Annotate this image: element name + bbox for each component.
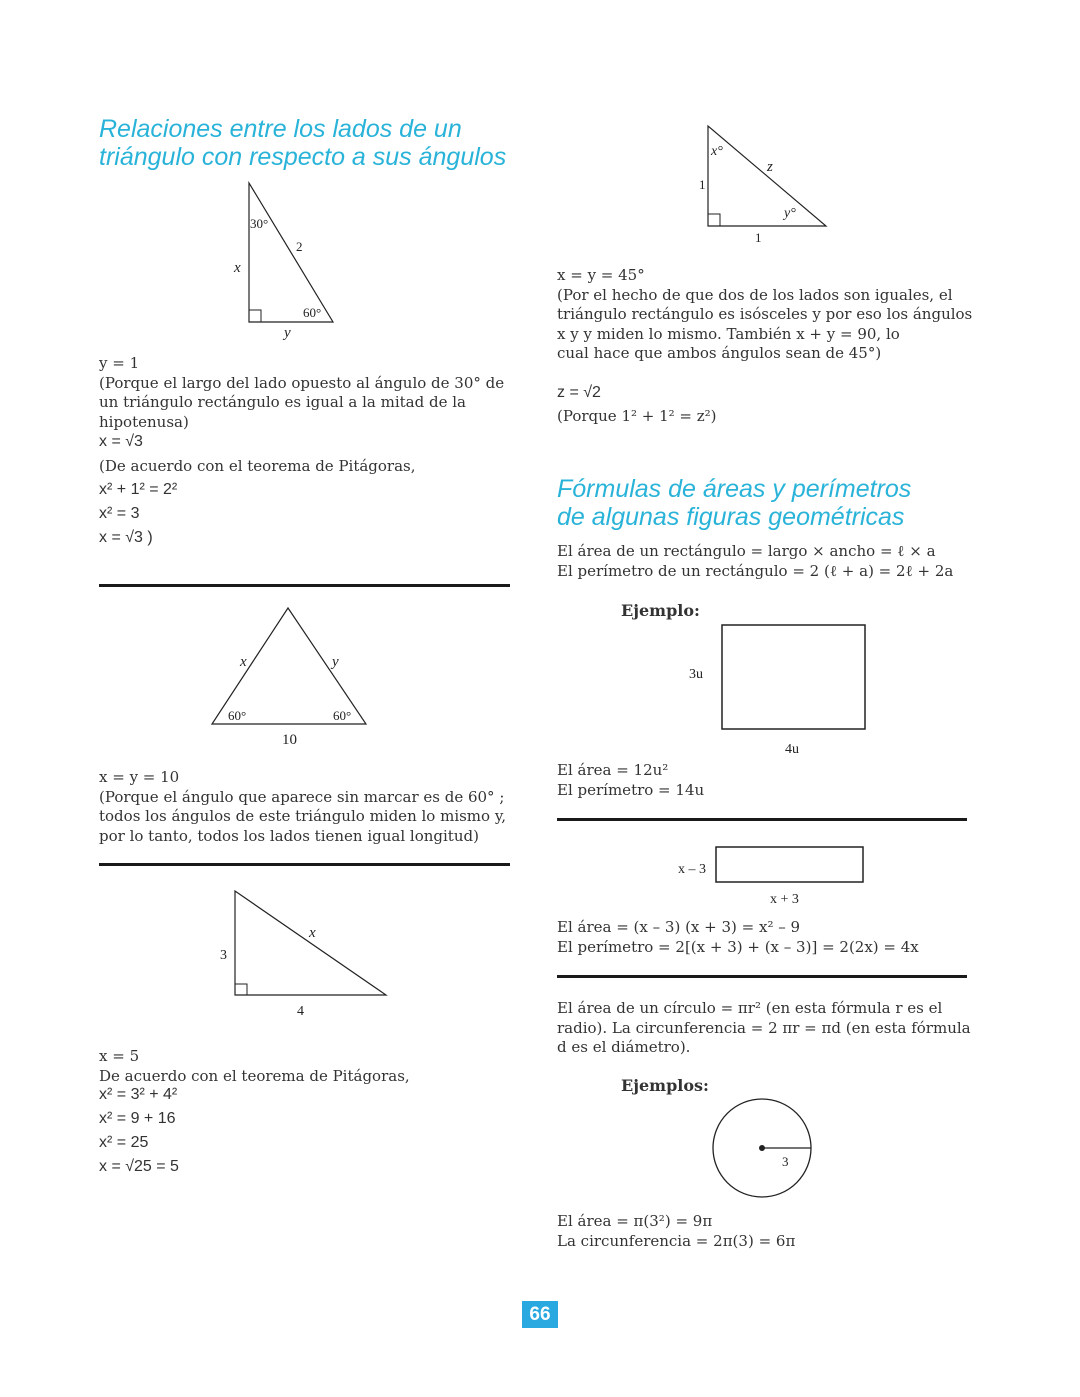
angle-label: 60° bbox=[333, 708, 352, 723]
text-line: El área de un rectángulo = largo × ancho = ℓ × a bbox=[557, 542, 936, 560]
example-4-text bbox=[557, 266, 972, 364]
text-line: x y y miden lo mismo. También x + y = 90, lo bbox=[557, 324, 900, 343]
example-label: Ejemplo: bbox=[621, 601, 700, 620]
math-line: x² = 9 + 16 bbox=[99, 1110, 176, 1127]
text-line: hipotenusa) bbox=[99, 412, 189, 431]
right-angle-mark bbox=[235, 984, 247, 995]
math-line: x² = 3² + 4² bbox=[99, 1086, 178, 1103]
rectangle-formulas bbox=[557, 542, 953, 581]
circle-formulas bbox=[557, 999, 971, 1058]
text-line: El perímetro = 2[(x + 3) + (x – 3)] = 2(2x) = 4x bbox=[557, 937, 919, 956]
center-point bbox=[759, 1145, 765, 1151]
triangle-30-60-90-figure bbox=[220, 178, 350, 343]
text-line: d es el diámetro). bbox=[557, 1038, 691, 1056]
base-label: 4u bbox=[785, 742, 799, 757]
text-line: x = y = 45° bbox=[557, 266, 645, 284]
base-label: 10 bbox=[282, 732, 297, 748]
text-line: x = y = 10 bbox=[99, 768, 180, 786]
text-line: El área = π(3²) = 9π bbox=[557, 1212, 713, 1230]
base-label: 1 bbox=[755, 230, 762, 245]
math-line: x² + 1² = 2² bbox=[99, 481, 178, 498]
text-line: (Porque el largo del lado opuesto al ángulo de 30° de bbox=[99, 373, 505, 392]
section-title-triangles bbox=[99, 115, 506, 171]
divider bbox=[557, 975, 967, 978]
rectangle-figure bbox=[680, 620, 880, 760]
text-line: El perímetro de un rectángulo = 2 (ℓ + a) = 2ℓ + 2a bbox=[557, 561, 954, 580]
math-line: x = √25 = 5 bbox=[99, 1158, 179, 1175]
example-4-math bbox=[557, 381, 601, 405]
right-triangle-3-4-5-figure bbox=[212, 885, 392, 1020]
title-line: de algunas figuras geométricas bbox=[557, 503, 905, 531]
side-label: 1 bbox=[699, 177, 706, 192]
section-title-formulas bbox=[557, 475, 911, 531]
example-3-text bbox=[99, 1047, 410, 1086]
rectangle-results bbox=[557, 761, 704, 800]
side-label: x – 3 bbox=[678, 862, 706, 877]
text-line: El perímetro = 14u bbox=[557, 780, 705, 799]
math-line: x = √3 ) bbox=[99, 529, 153, 546]
angle-label: 60° bbox=[303, 305, 322, 320]
radius-label: 3 bbox=[782, 1154, 789, 1169]
right-angle-mark bbox=[708, 214, 720, 226]
rectangle-shape bbox=[716, 847, 863, 882]
side-label: y bbox=[284, 325, 291, 341]
title-line: Fórmulas de áreas y perímetros bbox=[557, 475, 912, 503]
triangle-shape bbox=[235, 891, 386, 995]
math-line: x² = 25 bbox=[99, 1134, 149, 1151]
divider bbox=[557, 818, 967, 821]
text-line: (Porque el ángulo que aparece sin marcar es de 60° ; bbox=[99, 787, 505, 806]
isosceles-right-triangle-figure bbox=[690, 118, 840, 248]
side-label: 3 bbox=[220, 948, 227, 963]
example-4-note bbox=[557, 407, 717, 427]
triangle-shape bbox=[249, 183, 333, 322]
math-line: x = √3 bbox=[99, 433, 143, 450]
side-label: y bbox=[332, 654, 339, 670]
hypotenuse-label: x bbox=[309, 925, 316, 941]
text-line: un triángulo rectángulo es igual a la mitad de la bbox=[99, 393, 466, 411]
text-line: cual hace que ambos ángulos sean de 45°) bbox=[557, 344, 882, 362]
triangle-shape bbox=[708, 126, 826, 226]
example-3-math bbox=[99, 1083, 179, 1179]
rectangle-algebraic-results bbox=[557, 918, 919, 957]
text-line: (Porque 1² + 1² = z²) bbox=[557, 407, 717, 425]
angle-label: 30° bbox=[250, 216, 269, 231]
text-line: (Por el hecho de que dos de los lados son iguales, el bbox=[557, 285, 953, 304]
title-line: Relaciones entre los lados de un bbox=[99, 115, 462, 143]
rectangle-shape bbox=[722, 625, 865, 729]
text-line: x = 5 bbox=[99, 1047, 140, 1065]
examples-label: Ejemplos: bbox=[621, 1076, 709, 1095]
angle-label: 60° bbox=[228, 708, 247, 723]
base-label: x + 3 bbox=[770, 892, 799, 907]
hypotenuse-label: z bbox=[767, 159, 773, 175]
side-label: x bbox=[240, 654, 247, 670]
text-line: todos los ángulos de este triángulo miden lo mismo y, bbox=[99, 807, 507, 825]
triangle-shape bbox=[212, 608, 366, 724]
text-line: y = 1 bbox=[99, 354, 140, 372]
text-line: De acuerdo con el teorema de Pitágoras, bbox=[99, 1066, 410, 1085]
example-1-math bbox=[99, 430, 416, 550]
math-line: z = √2 bbox=[557, 384, 601, 401]
text-line: El área = 12u² bbox=[557, 761, 669, 779]
base-label: 4 bbox=[297, 1004, 304, 1019]
circle-figure bbox=[705, 1092, 820, 1207]
right-angle-mark bbox=[249, 310, 261, 322]
angle-label: y° bbox=[784, 206, 796, 221]
text-line: triángulo rectángulo es isósceles y por eso los ángulos bbox=[557, 305, 973, 323]
math-line: (De acuerdo con el teorema de Pitágoras, bbox=[99, 457, 416, 475]
angle-label: x° bbox=[711, 144, 723, 159]
text-line: El área = (x – 3) (x + 3) = x² – 9 bbox=[557, 918, 801, 936]
equilateral-triangle-figure bbox=[200, 600, 380, 750]
divider bbox=[99, 863, 510, 866]
page-number: 66 bbox=[522, 1301, 558, 1328]
text-line: por lo tanto, todos los lados tienen igual longitud) bbox=[99, 826, 479, 845]
title-line: triángulo con respecto a sus ángulos bbox=[99, 143, 507, 171]
text-line: La circunferencia = 2π(3) = 6π bbox=[557, 1231, 796, 1250]
text-line: radio). La circunferencia = 2 πr = πd (en esta fórmula bbox=[557, 1018, 971, 1037]
math-line: x² = 3 bbox=[99, 505, 140, 522]
rectangle-algebraic-figure bbox=[670, 840, 880, 910]
example-1-text bbox=[99, 354, 504, 432]
text-line: El área de un círculo = πr² (en esta fórmula r es el bbox=[557, 999, 943, 1017]
hypotenuse-label: 2 bbox=[296, 239, 303, 254]
circle-results bbox=[557, 1212, 795, 1251]
example-2-text bbox=[99, 768, 506, 846]
side-label: 3u bbox=[689, 667, 703, 682]
divider bbox=[99, 584, 510, 587]
side-label: x bbox=[234, 260, 241, 276]
